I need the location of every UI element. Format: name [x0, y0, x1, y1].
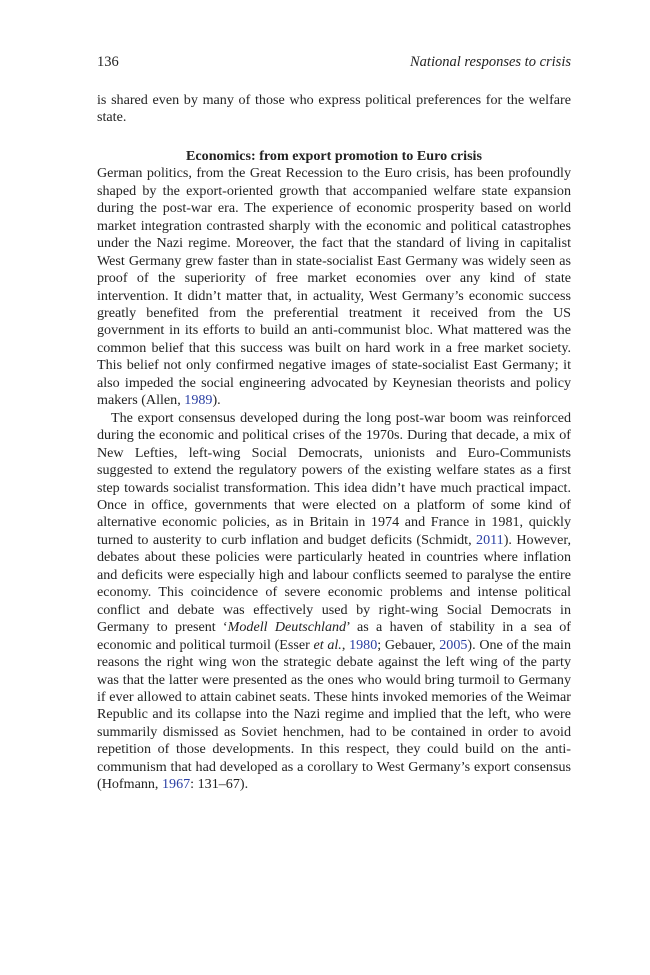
running-header: [97, 54, 571, 74]
paragraph-2: [97, 410, 571, 794]
et-al-term: et al.: [313, 636, 342, 653]
paragraph-2-text-7: : 131–67).: [190, 776, 249, 793]
citation-link-2011[interactable]: 2011: [476, 531, 504, 548]
paragraph-1-text: German politics, from the Great Recession to the Euro crisis, has been profoundly shaped by the export-oriented growth that accompanied welfare state expansion during the post-war era. The experience of economic prosperity based on world market integration contrasted sharply with the economic and political catastrophes under the Nazi regime. Moreover, the fact that the standard of living in capitalist West Germany grew faster than in state-socialist East Germany was widely seen as proof of the superiority of free market economies over any kind of state intervention. It didn’t matter that, in actuality, West Germany’s economic success greatly benefited from the preferential treatment it received from the US government in its efforts to build an anti-communist bloc. What mattered was the common belief that this success was built on hard work in a free market society. This belief not only confirmed negative images of state-socialist East Germany; it also impeded the social engineering advocated by Keynesian theorists and policy makers (Allen,: [97, 165, 571, 409]
section-heading: Economics: from export promotion to Euro crisis: [186, 147, 482, 164]
running-title: National responses to crisis: [410, 54, 571, 70]
paragraph-1: [97, 165, 571, 409]
paragraph-2-text-1: The export consensus developed during the long post-war boom was reinforced during the economic and political crises of the 1970s. During that decade, a mix of New Lefties, left-wing Social Democrats, unionists and Euro-Communists suggested to extend the regulatory powers of the existing welfare states as a first step towards socialist transformation. This idea didn’t have much practical impact. Once in office, governments that were elected on a platform of some kind of alternative economic policies, as in Britain in 1974 and France in 1981, quickly turned to austerity to curb inflation and budget deficits (Schmidt,: [97, 409, 571, 548]
page-number: 136: [97, 54, 119, 70]
continued-paragraph: is shared even by many of those who express political preferences for the welfare state.: [97, 92, 571, 126]
paragraph-1-end: ).: [212, 392, 221, 409]
citation-link-2005[interactable]: 2005: [439, 636, 468, 653]
citation-link-1967[interactable]: 1967: [161, 776, 191, 793]
paragraph-2-text-4: ,: [341, 636, 350, 653]
modell-deutschland-term: Modell Deutschland: [227, 619, 347, 636]
paragraph-2-text-6: ). One of the main reasons the right wing won the strategic debate against the left wing of the party was that the latter were presented as the ones who would bring turmoil to Germany if ever allowed to attain cabinet seats. These hints invoked memories of the Weimar Republic and its collapse into the Nazi regime and implied that the left, who were summarily dismissed as Soviet henchmen, had to be contained in order to avoid repetition of those developments. In this respect, they could build on the anti-communism that had developed as a corollary to West Germany’s export consensus (Hofmann,: [97, 636, 572, 793]
paragraph-2-text-3: ’ as a haven of stability in a sea of economic and political turmoil (Esser: [97, 619, 571, 653]
paragraph-2-text-5: ; Gebauer,: [377, 636, 440, 653]
paragraph-2-text-2: ). However, debates about these policies were particularly heated in countries where inflation and deficits were especially high and labour conflicts seemed to paralyse the entire economy. This coincidence of severe economic problems and intense political conflict and debate was effectively used by right-wing Social Democrats in Germany to present ‘: [97, 531, 571, 636]
citation-link-1989[interactable]: 1989: [184, 392, 213, 409]
text-column: [97, 92, 571, 794]
citation-link-1980[interactable]: 1980: [349, 636, 378, 653]
